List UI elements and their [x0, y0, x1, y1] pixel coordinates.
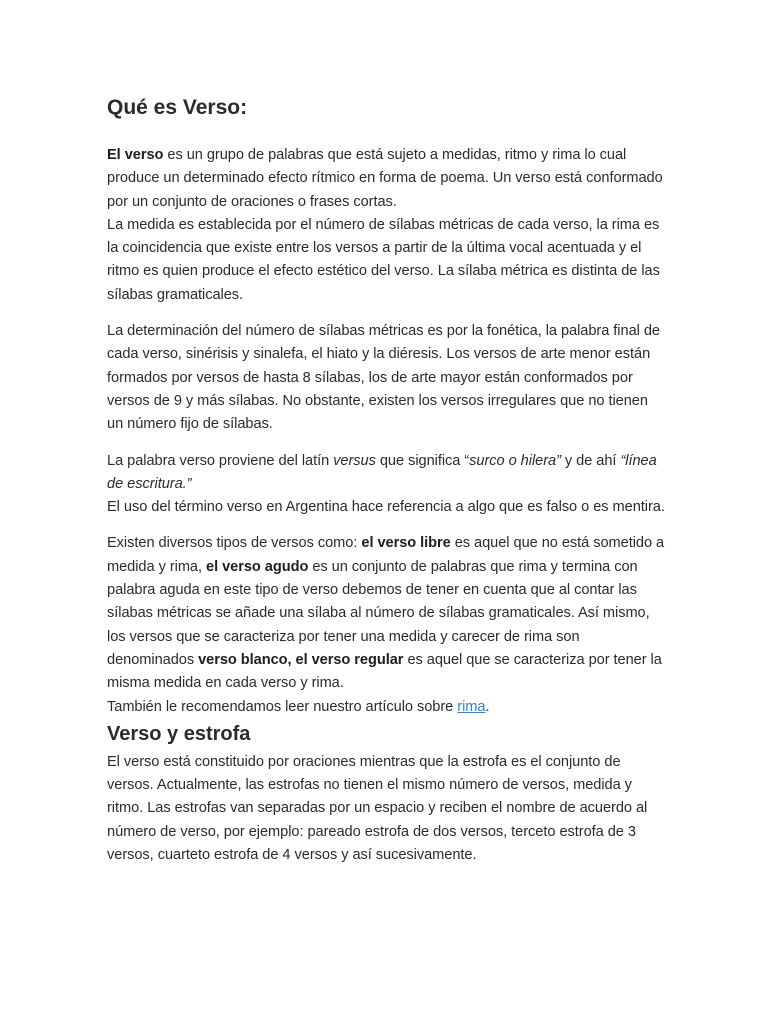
bold-term: El verso [107, 147, 164, 163]
italic-term: versus [333, 452, 376, 469]
paragraph-text: es aquel que se caracteriza por tener la misma medida en cada verso y rima. [107, 651, 662, 692]
paragraph-measure: La medida es establecida por el número de sílabas métricas de cada verso, la rima es la coincidencia que existe entre los versos a partir de la última vocal acentuada y el ritmo es quien produce el efecto estético del verso. La sílaba métrica es distinta de las sílabas gramaticales. [107, 216, 660, 303]
page-title: Qué es Verso: [107, 96, 248, 119]
paragraph-text: que significa “ [375, 452, 470, 469]
bold-term: el verso agudo [206, 558, 309, 575]
rima-link[interactable]: rima [457, 698, 486, 715]
paragraph-recommendation [107, 696, 667, 719]
paragraph-definition [107, 144, 667, 214]
paragraph-text: es un grupo de palabras que está sujeto a medidas, ritmo y rima lo cual produce un determinado efecto rítmico en forma de poema. Un verso está conformado por un conjunto de oraciones o frases cortas. [107, 147, 663, 210]
section-heading: Verso y estrofa [107, 722, 251, 745]
paragraph-syllables: La determinación del número de sílabas métricas es por la fonética, la palabra final de cada verso, sinérisis y sinalefa, el hiato y la diéresis. Los versos de arte menor están formados por versos de hasta 8 sílabas, los de arte mayor están conformados por versos de 9 y más sílabas. No obstante, existen los versos irregulares que no tienen un número fijo de sílabas. [107, 323, 660, 433]
paragraph-text: es aquel que no está sometido a medida y rima, [107, 535, 665, 575]
paragraph-types [107, 532, 667, 695]
italic-term: surco o hilera” [469, 452, 561, 469]
paragraph-text: La palabra verso proviene del latín [107, 452, 334, 469]
italic-term: “línea de escritura.” [107, 452, 657, 492]
paragraph-text: También le recomendamos leer nuestro artículo sobre [107, 698, 458, 715]
bold-term: verso blanco, el verso regular [198, 651, 404, 668]
paragraph-text: . [485, 698, 490, 715]
paragraph-argentina: El uso del término verso en Argentina hace referencia a algo que es falso o es mentira. [107, 499, 665, 516]
article [107, 94, 667, 867]
paragraph-text: y de ahí [560, 452, 621, 469]
paragraph-text: es un conjunto de palabras que rima y termina con palabra aguda en este tipo de verso debemos de tener en cuenta que al contar las sílabas métricas se añade una sílaba al número de sílabas gramaticales. Así mismo, los versos que se caracteriza por tener una medida y carecer de rima son denominados [107, 558, 650, 668]
paragraph-etymology [107, 450, 667, 497]
paragraph-text: Existen diversos tipos de versos como: [107, 535, 362, 552]
paragraph-stanza: El verso está constituido por oraciones mientras que la estrofa es el conjunto de versos. Actualmente, las estrofas no tienen el mismo número de versos, medida y ritmo. Las estrofas van separadas por un espacio y reciben el nombre de acuerdo al número de verso, por ejemplo: pareado estrofa de dos versos, terceto estrofa de 3 versos, cuarteto estrofa de 4 versos y así sucesivamente. [107, 753, 648, 864]
bold-term: el verso libre [361, 535, 451, 552]
